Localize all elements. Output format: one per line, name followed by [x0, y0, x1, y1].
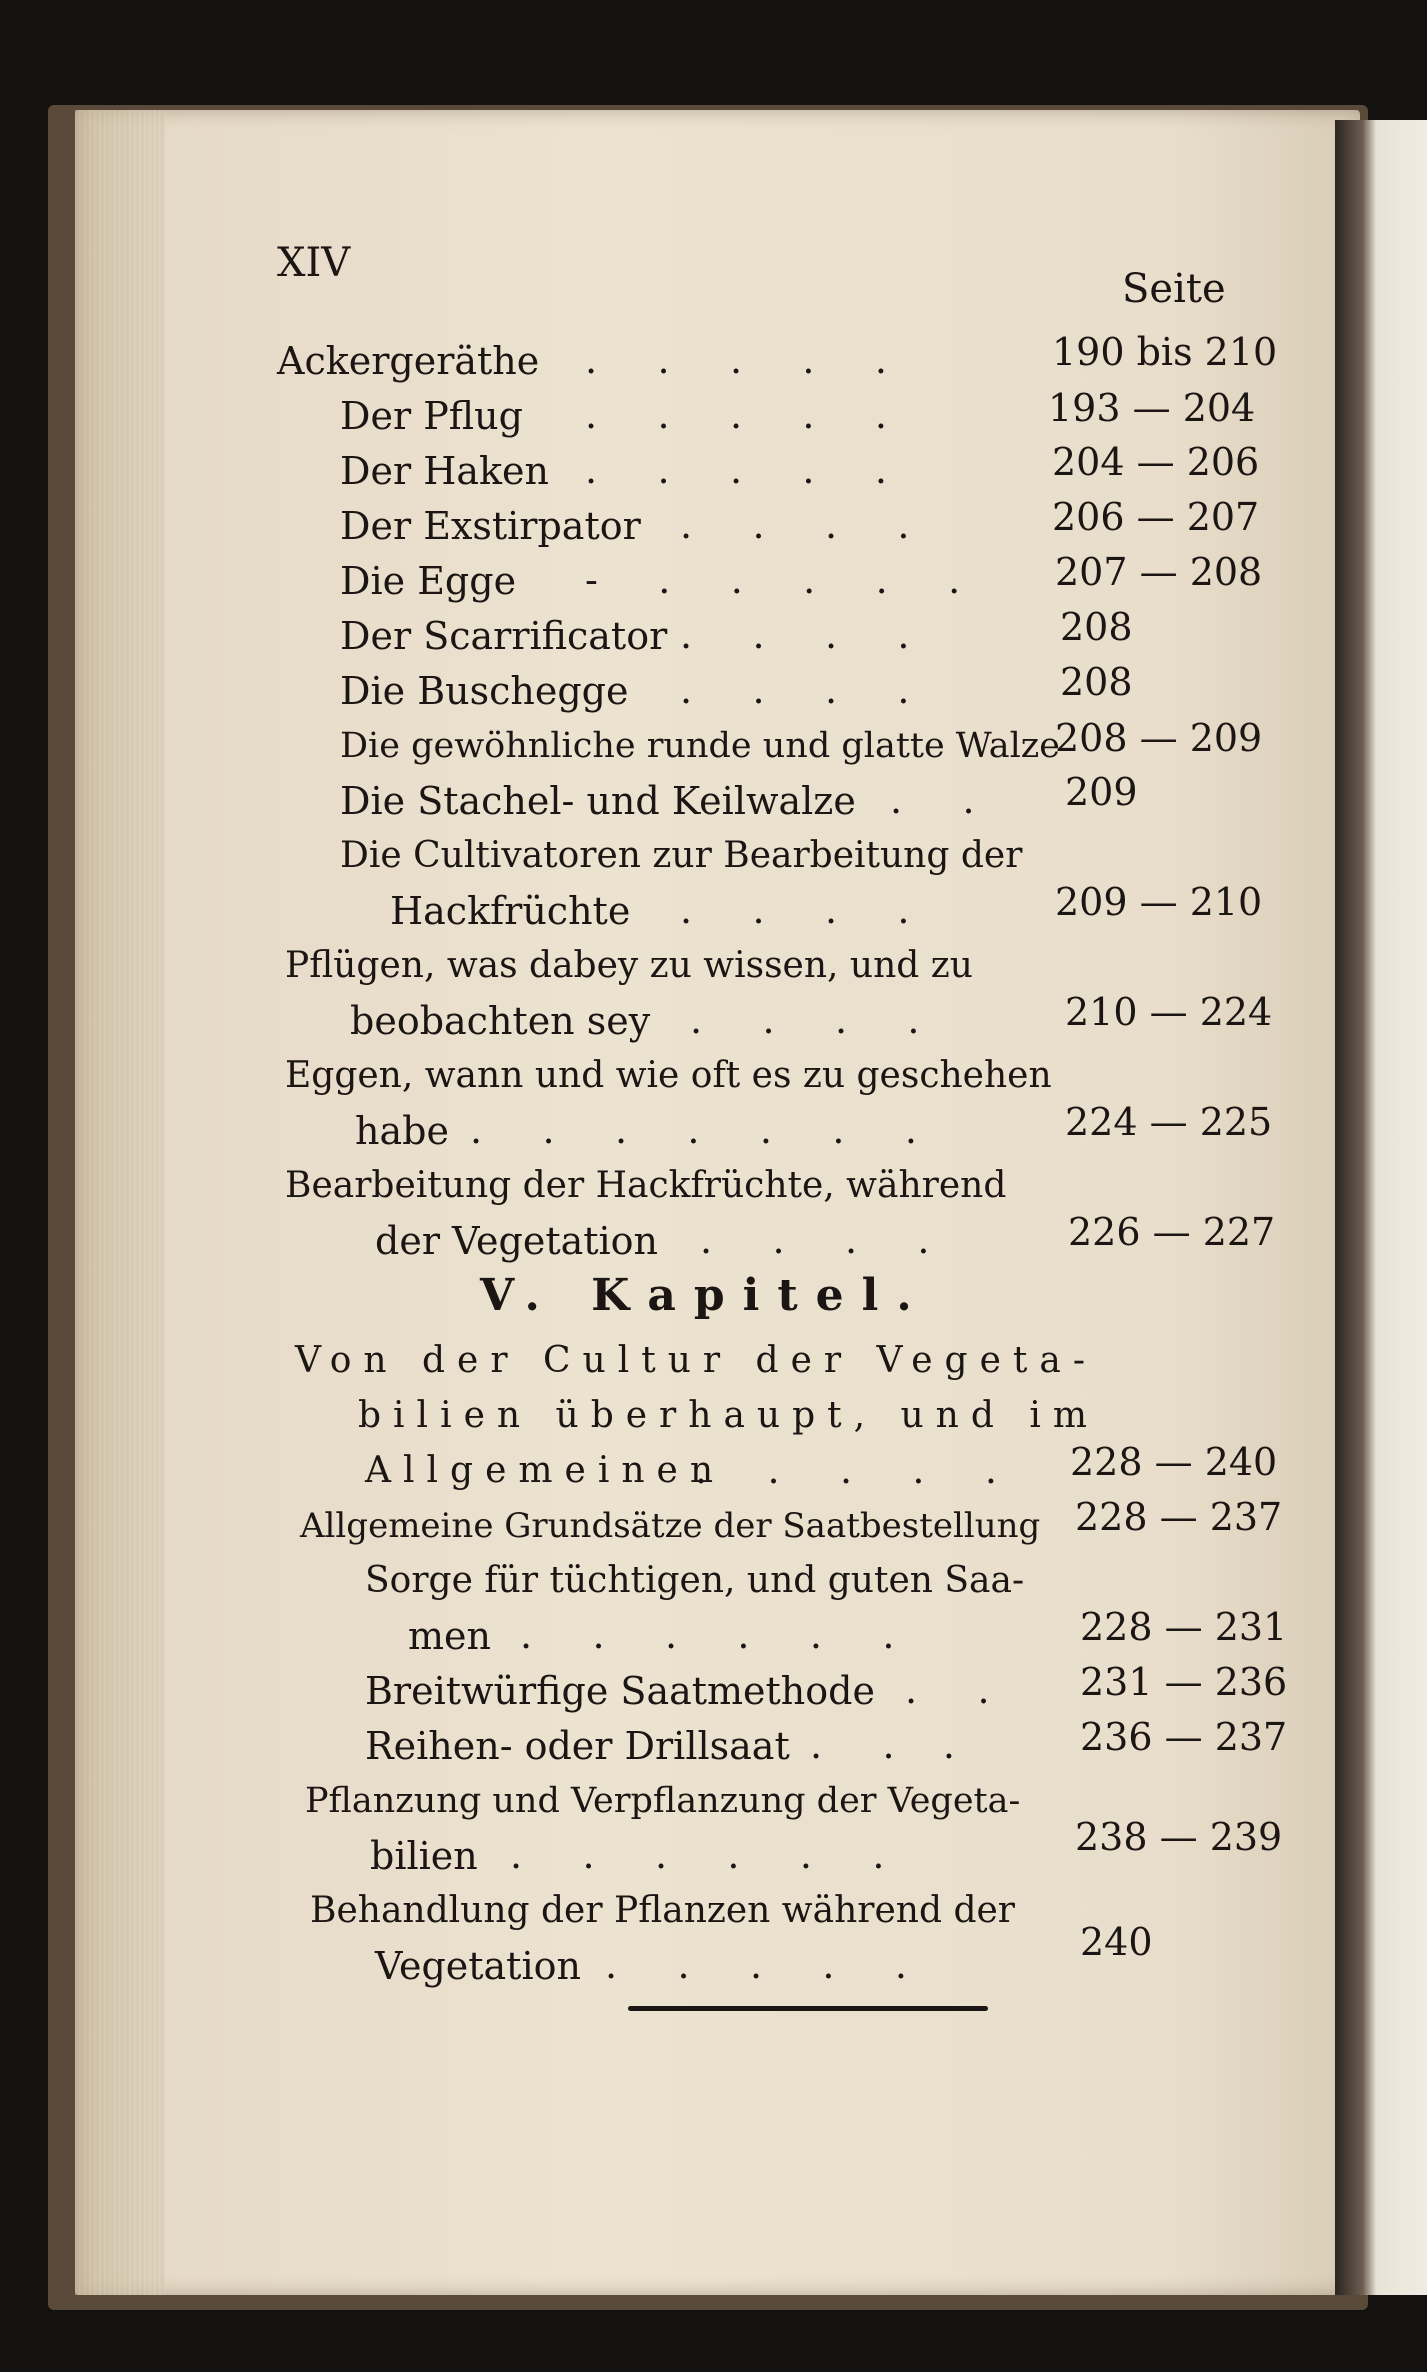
toc-entry-pages: 208 — [1060, 605, 1133, 649]
toc-entry-pages: 204 — 206 — [1052, 440, 1260, 484]
leader-dots: . . . . — [680, 613, 910, 657]
toc-entry-pages: 240 — [1080, 1920, 1153, 1964]
toc-entry-title: Der Pflug — [340, 394, 523, 438]
toc-entry-title-continued: habe — [355, 1109, 449, 1153]
toc-entry-title: Behandlung der Pflanzen während der — [310, 1890, 1016, 1931]
toc-entry-title: Reihen- oder Drillsaat — [365, 1724, 790, 1768]
toc-entry-pages: 210 — 224 — [1065, 990, 1273, 1034]
toc-entry-pages: 231 — 236 — [1080, 1660, 1288, 1704]
toc-entry-pages: 228 — 231 — [1080, 1605, 1288, 1649]
toc-entry-title: Breitwürfige Saatmethode — [365, 1669, 875, 1713]
leader-dots: . . . . — [690, 998, 920, 1042]
toc-entry-title-continued: Vegetation — [375, 1944, 581, 1988]
page-number: XIV — [277, 240, 351, 286]
toc-entry-pages: 208 — [1060, 660, 1133, 704]
toc-entry-title: Die Egge — [340, 559, 517, 603]
toc-entry-title: Der Haken — [340, 449, 549, 493]
leader-dots: . . . . — [700, 1218, 930, 1262]
leader-dots: . . . . . — [585, 448, 887, 492]
leader-dots: . . . . . — [605, 1943, 907, 1987]
toc-entry-pages: 206 — 207 — [1052, 495, 1260, 539]
toc-entry-title: Ackergeräthe — [277, 339, 540, 383]
toc-entry-pages: 190 bis 210 — [1052, 330, 1278, 374]
leader-dots: . . . . . — [585, 338, 887, 382]
toc-entry-pages: 238 — 239 — [1075, 1815, 1283, 1859]
leader-dots: . . — [890, 778, 975, 822]
toc-entry-title: Allgemeine Grundsätze der Saatbestellung — [300, 1506, 1041, 1546]
toc-entry-title: Von der Cultur der Vegeta- — [295, 1340, 1097, 1381]
chapter-heading: V. Kapitel. — [480, 1270, 930, 1321]
end-rule — [628, 2006, 988, 2011]
toc-entry-pages: 208 — 209 — [1055, 716, 1263, 760]
toc-entry-pages: 226 — 227 — [1068, 1210, 1276, 1254]
leader-dots: . . . . . . — [510, 1833, 885, 1877]
toc-entry-title: Die gewöhnliche runde und glatte Walze — [340, 726, 1060, 766]
toc-entry-title: Pflügen, was dabey zu wissen, und zu — [285, 945, 973, 986]
column-header: Seite — [1122, 266, 1226, 312]
toc-entry-title-continued: der Vegetation — [375, 1219, 659, 1263]
leader-dots: . . . — [810, 1723, 955, 1767]
leader-dots: . . . . . — [695, 1448, 997, 1492]
toc-entry-title: Eggen, wann und wie oft es zu geschehen — [285, 1055, 1052, 1096]
leader-dots: . . . . . — [585, 393, 887, 437]
toc-entry-title: Die Buschegge — [340, 669, 629, 713]
toc-entry-title: Der Exstirpator — [340, 504, 641, 548]
toc-entry-title-continued: Hackfrüchte — [390, 889, 631, 933]
toc-entry-title: Bearbeitung der Hackfrüchte, während — [285, 1165, 1007, 1206]
leader-dots: . . . . . . . — [470, 1108, 917, 1152]
toc-entry-pages: 193 — 204 — [1048, 386, 1256, 430]
toc-entry-title: Sorge für tüchtigen, und guten Saa- — [365, 1560, 1025, 1601]
toc-entry-title: Die Cultivatoren zur Bearbeitung der — [340, 835, 1023, 876]
leader-dots: . . — [905, 1668, 990, 1712]
toc-entry-title: Die Stachel- und Keilwalze — [340, 779, 856, 823]
leader-dots: . . . . — [680, 503, 910, 547]
toc-entry-pages: 228 — 240 — [1070, 1440, 1278, 1484]
toc-entry-pages: 228 — 237 — [1075, 1495, 1283, 1539]
toc-entry-title-continued: men — [408, 1614, 491, 1658]
page-fore-edge — [75, 110, 165, 2295]
toc-entry-title-continued: Allgemeinen — [365, 1450, 726, 1491]
toc-entry-pages: 209 — [1065, 770, 1138, 814]
leader-dots: - . . . . . — [585, 558, 961, 602]
book-gutter — [1335, 120, 1427, 2295]
toc-entry-title: Der Scarrificator — [340, 614, 668, 658]
toc-entry-pages: 207 — 208 — [1055, 550, 1263, 594]
leader-dots: . . . . — [680, 668, 910, 712]
toc-entry-pages: 236 — 237 — [1080, 1715, 1288, 1759]
toc-entry-title: Pflanzung und Verpflanzung der Vegeta- — [305, 1781, 1021, 1821]
leader-dots: . . . . . . — [520, 1613, 895, 1657]
leader-dots: . . . . — [680, 888, 910, 932]
toc-entry-title-continued: beobachten sey — [350, 999, 651, 1043]
toc-entry-pages: 209 — 210 — [1055, 880, 1263, 924]
toc-entry-pages: 224 — 225 — [1065, 1100, 1273, 1144]
toc-entry-title-continued: bilien — [370, 1834, 478, 1878]
toc-entry-title-continued: bilien überhaupt, und im — [358, 1395, 1100, 1436]
